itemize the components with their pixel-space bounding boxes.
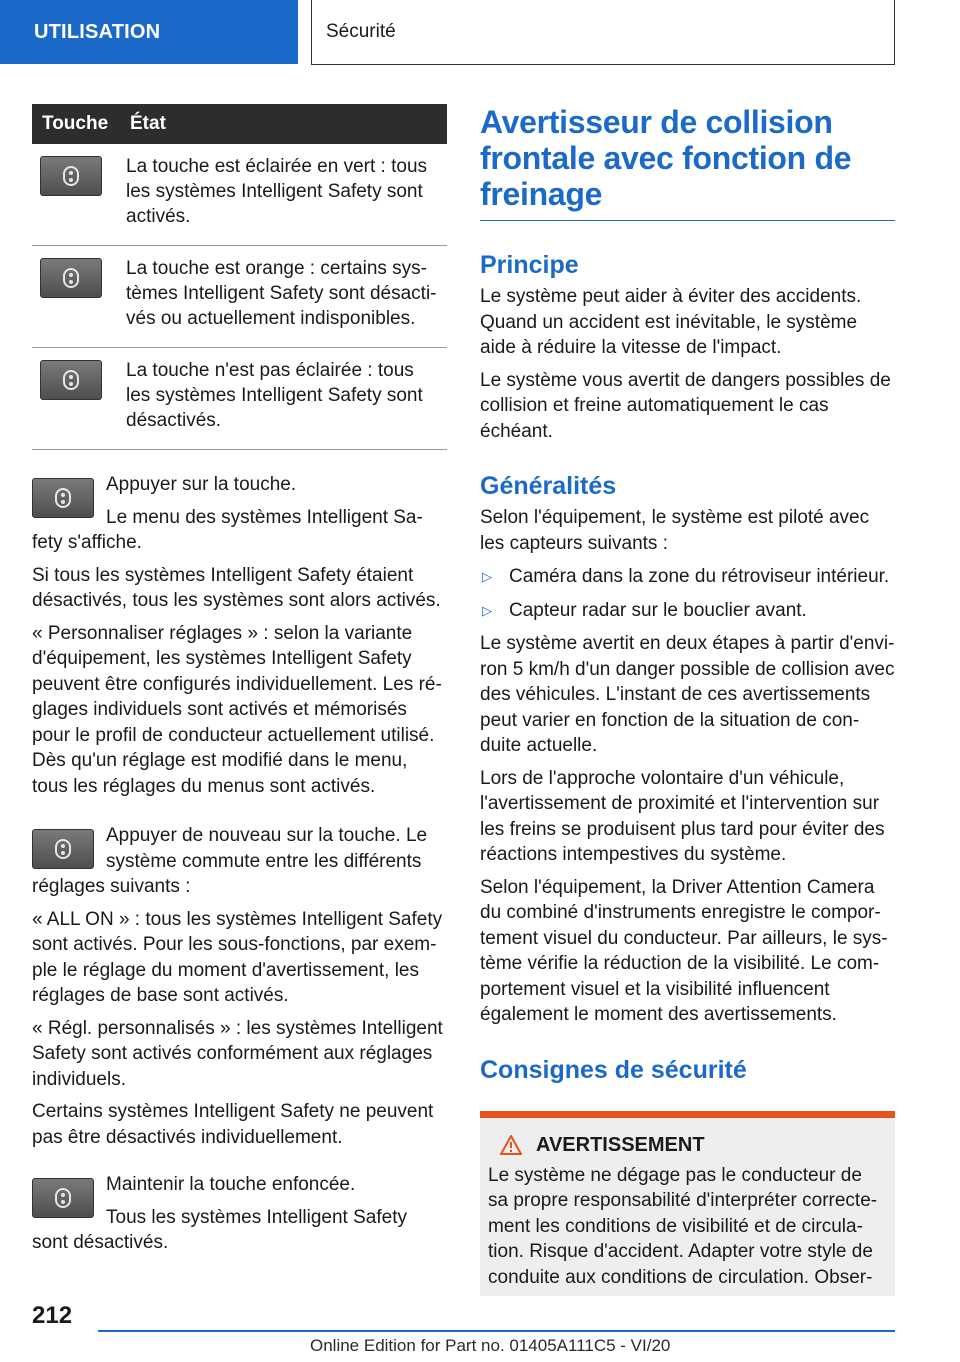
state-text: La touche est éclairée en vert : tous les systèmes Intelligent Safety sont activés.	[126, 144, 447, 246]
body-text: Le système vous avertit de dangers possibles de collision et freine automatiquement le cas échéant.	[480, 369, 891, 442]
body-text: Le système avertit en deux étapes à partir d'envi-ron 5 km/h d'un danger possible de collision avec des véhicules. L'instant de ces avertissements peut varier en fonction de la situation de con-duite actuelle.	[480, 633, 895, 756]
left-column	[32, 104, 447, 1263]
warning-triangle-icon	[500, 1135, 522, 1155]
warning-text: Le système ne dégage pas le conducteur de sa propre responsabilité d'interpréter correcte-ment les conditions de visibilité et de circula-tion. Risque d'accident. Adapter votre style de conduite aux conditions de circulation. Obser-	[488, 1164, 878, 1288]
intelligent-safety-key-icon	[40, 360, 102, 400]
edition-text: Online Edition for Part no. 01405A111C5 - VI/20	[310, 1336, 671, 1355]
warning-title: AVERTISSEMENT	[536, 1133, 705, 1156]
body-text: « ALL ON » : tous les systèmes Intelligent Safety sont activés. Pour les sous-fonctions, par exem-ple le réglage du moment d'avertissement, les réglages de base sont activés.	[32, 908, 443, 1006]
section-title: Avertisseur de collision frontale avec fonction de freinage	[480, 104, 895, 221]
state-text: La touche n'est pas éclairée : tous les systèmes Intelligent Safety sont désactivés.	[126, 348, 447, 450]
instruction-text: Le menu des systèmes Intelligent Sa-fety s'affiche.	[32, 506, 423, 553]
body-text: Selon l'équipement, le système est piloté avec les capteurs suivants :	[480, 507, 870, 554]
table-header-row	[32, 104, 447, 144]
table-row	[32, 144, 447, 246]
press-again-block	[32, 823, 447, 907]
body-text: Si tous les systèmes Intelligent Safety étaient désactivés, tous les systèmes sont alors activés.	[32, 564, 441, 611]
header-state: État	[126, 104, 447, 144]
heading-generalites: Généralités	[480, 472, 617, 500]
body-text: « Régl. personnalisés » : les systèmes Intelligent Safety sont activés conformément aux réglages individuels.	[32, 1017, 443, 1090]
press-key-block	[32, 472, 447, 563]
right-column	[480, 104, 895, 1296]
intelligent-safety-key-icon	[32, 829, 94, 869]
intelligent-safety-key-icon	[40, 156, 102, 196]
instruction-text: Appuyer de nouveau sur la touche. Le système commute entre les différents réglages suivants :	[32, 825, 428, 897]
instruction-text: Tous les systèmes Intelligent Safety sont désactivés.	[32, 1206, 407, 1253]
topic-label: Sécurité	[326, 21, 396, 42]
body-text: Le système peut aider à éviter des accidents. Quand un accident est inévitable, le système aide à réduire la vitesse de l'impact.	[480, 286, 862, 358]
table-row	[32, 246, 447, 348]
hold-key-block	[32, 1172, 447, 1263]
page-number: 212	[32, 1302, 73, 1329]
topic-header	[311, 0, 895, 65]
warning-box	[480, 1111, 895, 1296]
heading-consignes: Consignes de sécurité	[480, 1055, 747, 1084]
footer-divider	[98, 1330, 895, 1332]
state-text: La touche est orange : certains sys-tèmes Intelligent Safety sont désacti-vés ou actuellement indisponibles.	[126, 246, 447, 348]
instruction-text: Appuyer sur la touche.	[106, 474, 297, 495]
heading-principe: Principe	[480, 251, 579, 279]
header-key: Touche	[32, 104, 126, 144]
section-tab	[0, 0, 298, 64]
triangle-bullet-icon: ▷	[482, 602, 492, 618]
intelligent-safety-key-icon	[32, 478, 94, 518]
key-state-table	[32, 104, 447, 450]
list-item: ▷ Capteur radar sur le bouclier avant.	[480, 598, 895, 624]
table-row	[32, 348, 447, 450]
intelligent-safety-key-icon	[40, 258, 102, 298]
body-text: Selon l'équipement, la Driver Attention Camera du combiné d'instruments enregistre le compor-tement visuel du conducteur. Par ailleurs, le sys-tème vérifie la réduction de la visibilité. Le com-portement visuel et la visibilité influencent également le moment des avertissements.	[480, 876, 888, 1025]
instruction-text: Maintenir la touche enfoncée.	[106, 1174, 356, 1195]
list-item: ▷ Caméra dans la zone du rétroviseur intérieur.	[480, 564, 895, 590]
body-text: « Personnaliser réglages » : selon la variante d'équipement, les systèmes Intelligent Safety peuvent être configurés individuellement. Les ré-glages individuels sont activés et mémorisés pour le profil de conducteur actuellement utilisé. Dès qu'un réglage est modifié dans le menu, tous les réglages du menus sont activés.	[32, 622, 442, 797]
body-text: Lors de l'approche volontaire d'un véhicule, l'avertissement de proximité et l'intervention sur les freins se produisent plus tard pour éviter des réactions intempestives du système.	[480, 767, 885, 865]
intelligent-safety-key-icon	[32, 1178, 94, 1218]
section-label: UTILISATION	[34, 20, 161, 43]
body-text: Certains systèmes Intelligent Safety ne peuvent pas être désactivés individuellement.	[32, 1101, 434, 1148]
triangle-bullet-icon: ▷	[482, 569, 492, 584]
